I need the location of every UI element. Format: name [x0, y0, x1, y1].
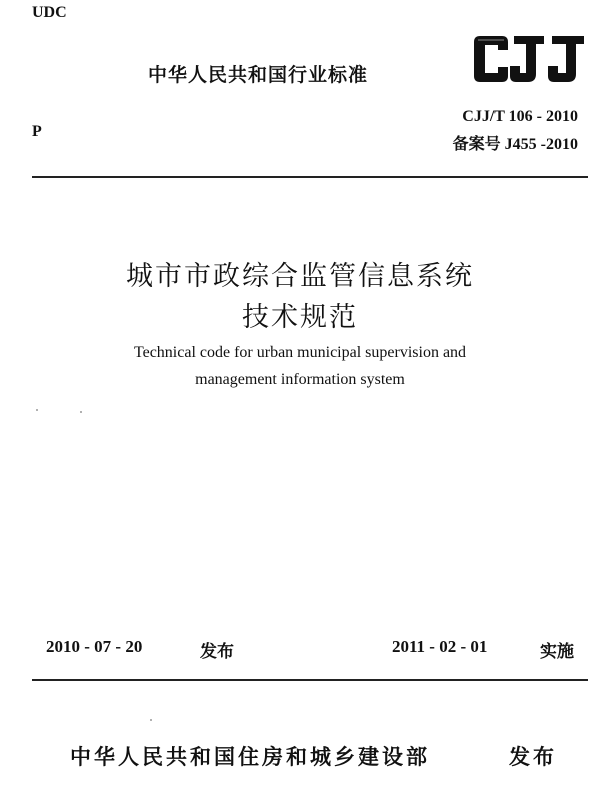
- english-title-line-1: Technical code for urban municipal supervision and: [133, 344, 467, 361]
- implementation-date: 2011 - 02 - 01: [392, 637, 488, 656]
- standard-number: CJJ/T 106 - 2010: [462, 108, 578, 125]
- category-code: P: [32, 123, 42, 140]
- bottom-divider: [32, 679, 588, 681]
- chinese-title-line-2: 技术规范: [242, 302, 358, 333]
- cjj-logo: [470, 34, 588, 84]
- chinese-title-line-1: 城市市政综合监管信息系统: [126, 261, 474, 292]
- scan-speck: [150, 719, 152, 721]
- publisher-name: 中华人民共和国住房和城乡建设部: [70, 745, 430, 769]
- publish-label: 发布: [509, 745, 557, 769]
- implementation-label: 实施: [540, 642, 574, 662]
- udc-label: UDC: [32, 4, 67, 21]
- english-title-line-2: management information system: [195, 371, 405, 388]
- scan-speck: [36, 409, 38, 411]
- cjj-logo-graphic: [470, 34, 588, 84]
- top-divider: [32, 176, 588, 178]
- issue-date: 2010 - 07 - 20: [46, 637, 143, 656]
- industry-standard-title: 中华人民共和国行业标准: [148, 64, 369, 86]
- scan-speck: [80, 411, 82, 413]
- record-number: 备案号 J455 -2010: [452, 136, 578, 153]
- issue-label: 发布: [200, 642, 234, 662]
